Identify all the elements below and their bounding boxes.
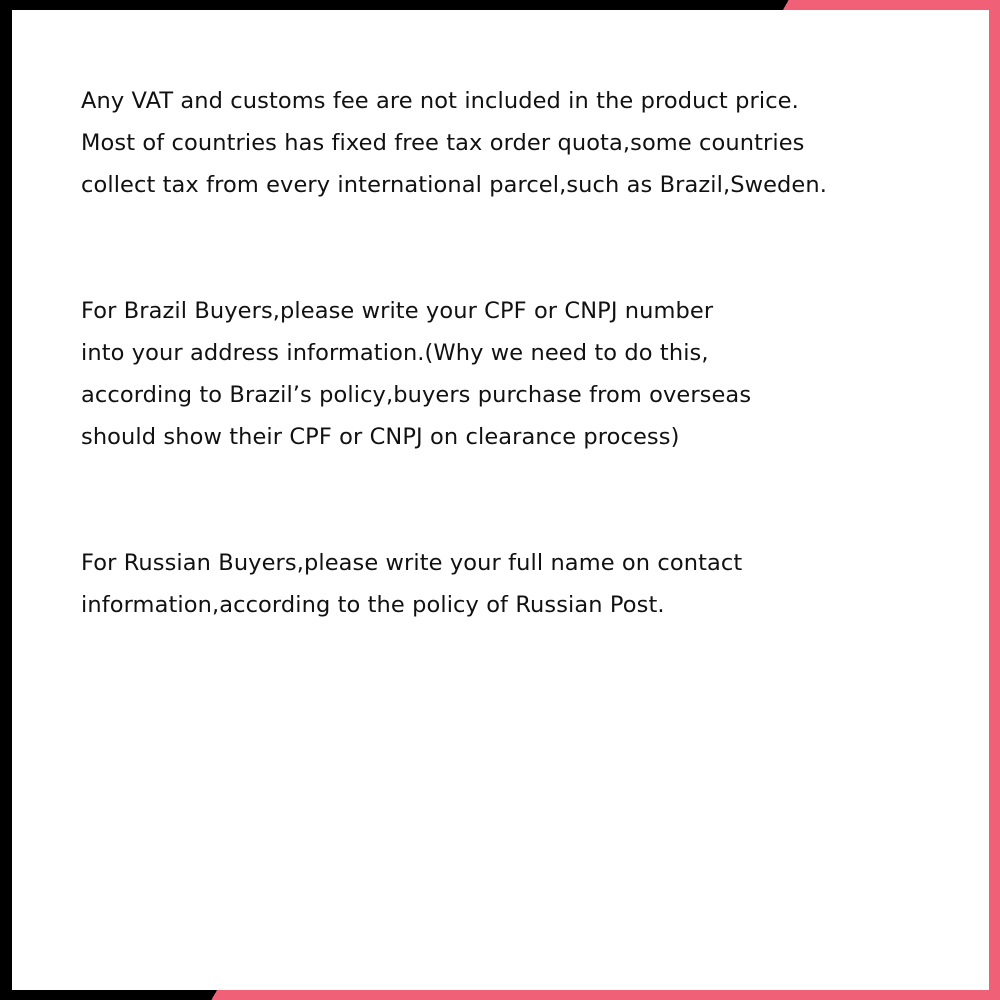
paragraph-line: For Russian Buyers,please write your full name on contact <box>81 550 743 576</box>
russian-buyers-paragraph <box>81 542 961 626</box>
vat-customs-paragraph <box>81 80 961 206</box>
paragraph-line: For Brazil Buyers,please write your CPF or CNPJ number <box>81 298 714 324</box>
paragraph-line: information,according to the policy of Russian Post. <box>81 592 665 618</box>
paragraph-spacer <box>81 458 961 542</box>
paragraph-line: Any VAT and customs fee are not included in the product price. <box>81 88 799 114</box>
paragraph-line: collect tax from every international parcel,such as Brazil,Sweden. <box>81 172 827 198</box>
paragraph-line: Most of countries has fixed free tax order quota,some countries <box>81 130 805 156</box>
paragraph-line: should show their CPF or CNPJ on clearance process) <box>81 424 680 450</box>
paragraph-spacer <box>81 206 961 290</box>
notice-panel <box>12 10 989 990</box>
brazil-buyers-paragraph <box>81 290 961 458</box>
notice-content <box>81 80 961 626</box>
paragraph-line: into your address information.(Why we need to do this, <box>81 340 709 366</box>
paragraph-line: according to Brazil’s policy,buyers purchase from overseas <box>81 382 752 408</box>
